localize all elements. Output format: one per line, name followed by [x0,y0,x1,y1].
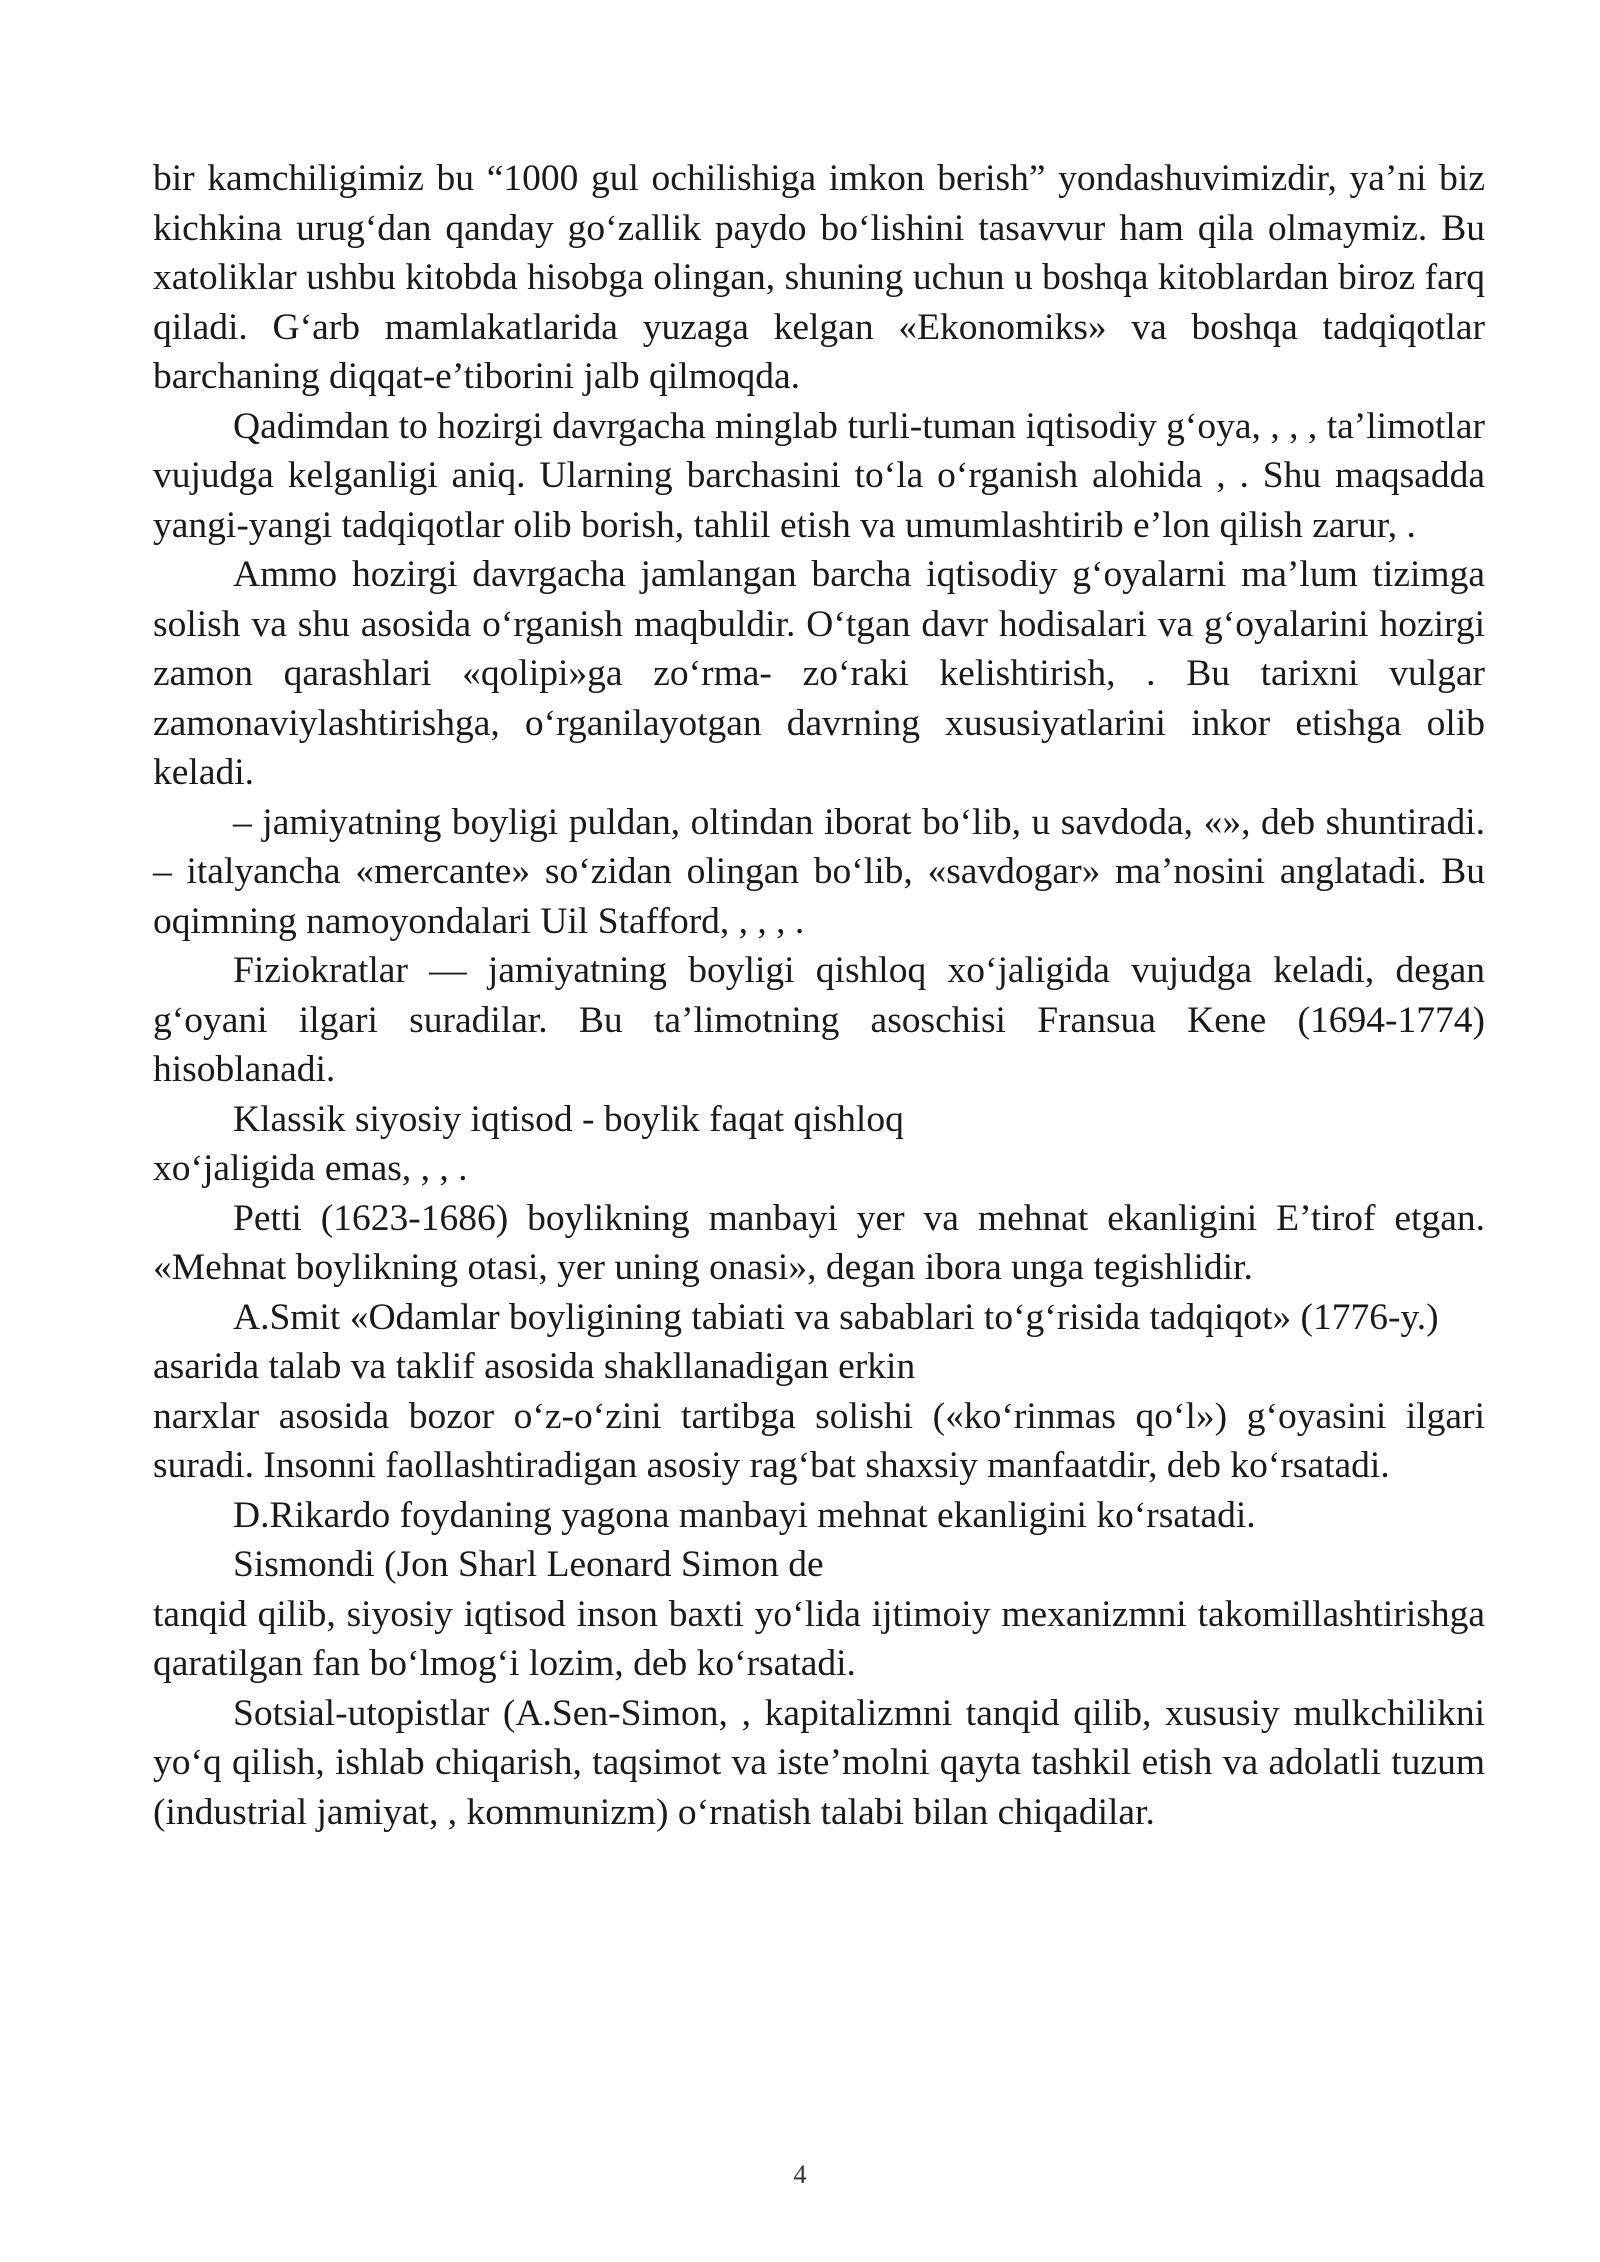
paragraph-13: tanqid qilib, siyosiy iqtisod inson baxti yo‘lida ijtimoiy mexanizmni takomillashtirishga qaratilgan fan bo‘lmog‘i lozim, deb ko‘rsatadi. [153,1593,1485,1684]
paragraph-8: Petti (1623-1686) boylikning manbayi yer va mehnat ekanligini E’tirof etgan. «Mehnat boylikning otasi, yer uning onasi», degan ibora unga tegishlidir. [153,1197,1485,1288]
paragraph-5: Fiziokratlar — jamiyatning boyligi qishloq xo‘jaligida vujudga keladi, degan g‘oyani ilgari suradilar. Bu ta’limotning asoschisi Fransua Kene (1694-1774) hisoblanadi. [153,950,1485,1090]
body-text [153,154,1485,1837]
paragraph-12: Sismondi (Jon Sharl Leonard Simon de [233,1544,824,1585]
paragraph-10: narxlar asosida bozor o‘z-o‘zini tartibga solishi («ko‘rinmas qo‘l») g‘oyasini ilgari suradi. Insonni faollashtiradigan asosiy rag‘bat shaxsiy manfaatdir, deb ko‘rsatadi. [153,1395,1485,1486]
paragraph-6: Klassik siyosiy iqtisod - boylik faqat qishloq [233,1098,904,1140]
paragraph-14: Sotsial-utopistlar (A.Sen-Simon, , kapitalizmni tanqid qilib, xususiy mulkchilikni yo‘q qilish, ishlab chiqarish, taqsimot va iste’molni qayta tashkil etish va adolatli tuzum (industrial jamiyat, , kommunizm) o‘rnatish talabi bilan chiqadilar. [153,1692,1485,1833]
paragraph-1: bir kamchiligimiz bu “1000 gul ochilishiga imkon berish” yondashuvimizdir, ya’ni biz kichkina urug‘dan qanday go‘zallik paydo bo‘lishini tasavvur ham qila olmaymiz. Bu xatoliklar ushbu kitobda hisobga olingan, shuning uchun u boshqa kitoblardan biroz farq qiladi. G‘arb mamlakatlarida yuzaga kelgan «Ekonomiks» va boshqa tadqiqotlar barchaning diqqat-e’tiborini jalb qilmoqda. [153,158,1485,397]
page-number: 4 [793,2160,807,2189]
paragraph-4: – jamiyatning boyligi puldan, oltindan iborat bo‘lib, u savdoda, «», deb shuntiradi. – italyancha «mercante» so‘zidan olingan bo‘lib, «savdogar» ma’nosini anglatadi. Bu oqimning namoyondalari Uil Stafford, , , , . [153,801,1485,942]
paragraph-7: xo‘jaligida emas, , , . [153,1148,468,1189]
paragraph-2: Qadimdan to hozirgi davrgacha minglab turli-tuman iqtisodiy g‘oya, , , , ta’limotlar vujudga kelganligi aniq. Ularning barchasini to‘la o‘rganish alohida , . Shu maqsadda yangi-yangi tadqiqotlar olib borish, tahlil etish va umumlashtirib e’lon qilish zarur, . [153,405,1485,546]
paragraph-9: A.Smit «Odamlar boyligining tabiati va sabablari to‘g‘risida tadqiqot» (1776-y.) asarida talab va taklif asosida shakllanadigan erkin [153,1296,1439,1387]
paragraph-11: D.Rikardo foydaning yagona manbayi mehnat ekanligini ko‘rsatadi. [233,1494,1256,1536]
paragraph-3: Ammo hozirgi davrgacha jamlangan barcha iqtisodiy g‘oyalarni ma’lum tizimga solish va shu asosida o‘rganish maqbuldir. O‘tgan davr hodisalari va g‘oyalarini hozirgi zamon qarashlari «qolipi»ga zo‘rma- zo‘raki kelishtirish, . Bu tarixni vulgar zamonaviylashtirishga, o‘rganilayotgan davrning xususiyatlarini inkor etishga olib keladi. [153,554,1485,793]
